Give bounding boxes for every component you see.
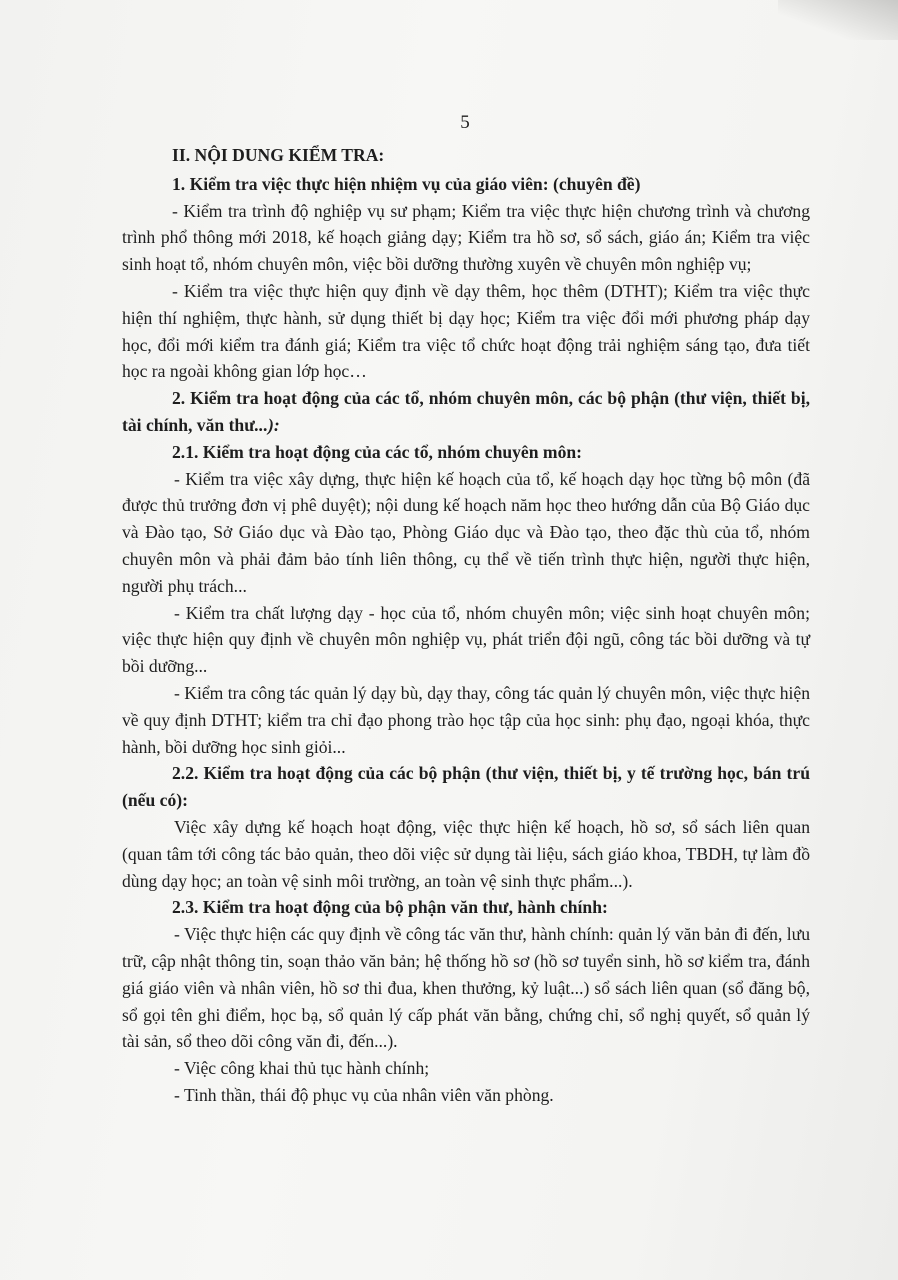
paragraph-2-3-1: - Việc thực hiện các quy định về công tác văn thư, hành chính: quản lý văn bản đi đến, lưu trữ, cập nhật thông tin, soạn thảo văn bản; hệ thống hồ sơ (hồ sơ tuyển sinh, hồ sơ kiểm tra, đánh giá giáo viên và nhân viên, hồ sơ thi đua, khen thưởng, kỷ luật...) sổ sách liên quan (sổ đăng bộ, sổ gọi tên ghi điểm, học bạ, sổ quản lý cấp phát văn bằng, chứng chỉ, sổ nghị quyết, sổ quản lý tài sản, sổ theo dõi công văn đi, đến...). (122, 924, 810, 1052)
paragraph-1-2: - Kiểm tra việc thực hiện quy định về dạy thêm, học thêm (DTHT); Kiểm tra việc thực hiện thí nghiệm, thực hành, sử dụng thiết bị dạy học; Kiểm tra việc đổi mới phương pháp dạy học, đổi mới kiểm tra đánh giá; Kiểm tra việc tổ chức hoạt động trải nghiệm sáng tạo, đưa tiết học ra ngoài không gian lớp học… (122, 280, 810, 382)
heading-2 (122, 385, 810, 439)
paragraph-2-2-1: Việc xây dựng kế hoạch hoạt động, việc thực hiện kế hoạch, hồ sơ, sổ sách liên quan (quan tâm tới công tác bảo quản, theo dõi việc sử dụng tài liệu, sách giáo khoa, TBDH, tự làm đồ dùng dạy học; an toàn vệ sinh môi trường, an toàn vệ sinh thực phẩm...). (122, 816, 810, 891)
paragraph-2-1-2: - Kiểm tra chất lượng dạy - học của tổ, nhóm chuyên môn; việc sinh hoạt chuyên môn; việc thực hiện quy định về chuyên môn nghiệp vụ, phát triển đội ngũ, công tác bồi dưỡng và tự bồi dưỡng... (122, 602, 810, 677)
paragraph-2-3-2: - Việc công khai thủ tục hành chính; (174, 1058, 430, 1079)
heading-2-2: 2.2. Kiểm tra hoạt động của các bộ phận (thư viện, thiết bị, y tế trường học, bán trú (nếu có): (122, 763, 810, 811)
heading-1: 1. Kiểm tra việc thực hiện nhiệm vụ của giáo viên: (chuyên đề) (172, 173, 641, 194)
paragraph-2-3-3: - Tinh thần, thái độ phục vụ của nhân viên văn phòng. (174, 1084, 554, 1105)
heading-2-3: 2.3. Kiểm tra hoạt động của bộ phận văn thư, hành chính: (172, 897, 608, 918)
section-title: II. NỘI DUNG KIỂM TRA: (172, 145, 385, 165)
document-body (122, 142, 810, 1109)
page-corner-shadow (778, 0, 898, 40)
page-number: 5 (460, 112, 470, 133)
paragraph-1-1: - Kiểm tra trình độ nghiệp vụ sư phạm; Kiểm tra việc thực hiện chương trình và chương trình phổ thông mới 2018, kế hoạch giảng dạy; Kiểm tra hồ sơ, sổ sách, giáo án; Kiểm tra việc sinh hoạt tổ, nhóm chuyên môn, việc bồi dưỡng thường xuyên về chuyên môn nghiệp vụ; (122, 200, 810, 275)
heading-2-tail: ...): (254, 414, 280, 435)
heading-2-main: 2. Kiểm tra hoạt động của các tổ, nhóm chuyên môn, các bộ phận (thư viện, thiết bị, tài chính, văn thư (122, 388, 810, 435)
heading-2-1: 2.1. Kiểm tra hoạt động của các tổ, nhóm chuyên môn: (172, 441, 583, 462)
paragraph-2-1-1: - Kiểm tra việc xây dựng, thực hiện kế hoạch của tổ, kế hoạch dạy học từng bộ môn (đã được thủ trưởng đơn vị phê duyệt); nội dung kế hoạch năm học theo hướng dẫn của Bộ Giáo dục và Đào tạo, Sở Giáo dục và Đào tạo, Phòng Giáo dục và Đào tạo, theo đặc thù của tổ, nhóm chuyên môn và phải đảm bảo tính liên thông, cụ thể về tiến trình thực hiện, người thực hiện, người phụ trách... (122, 468, 810, 596)
paragraph-2-1-3: - Kiểm tra công tác quản lý dạy bù, dạy thay, công tác quản lý chuyên môn, việc thực hiện về quy định DTHT; kiểm tra chỉ đạo phong trào học tập của học sinh: phụ đạo, ngoại khóa, thực hành, bồi dưỡng học sinh giỏi... (122, 682, 810, 757)
